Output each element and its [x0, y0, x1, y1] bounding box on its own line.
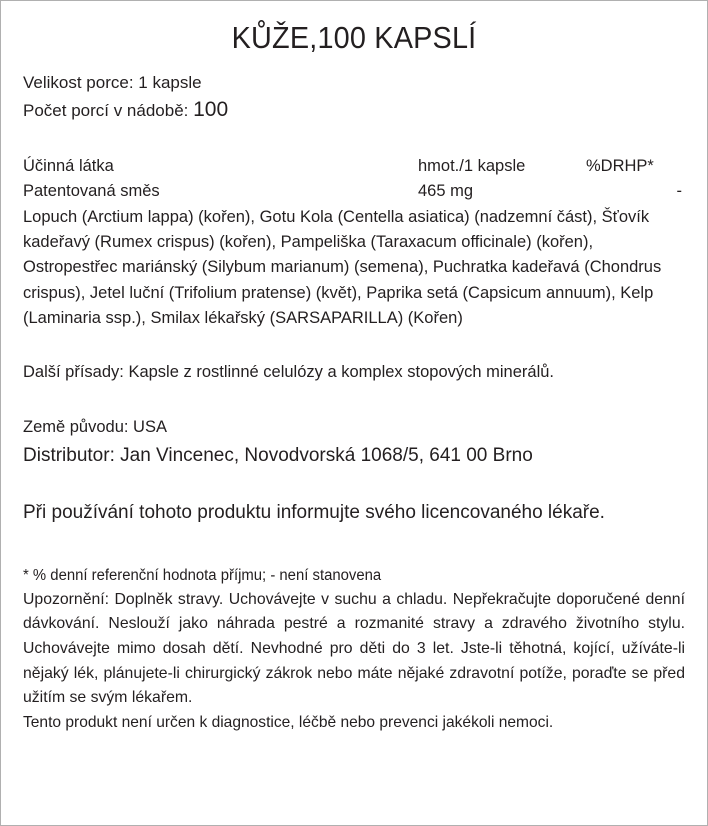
warning-paragraph — [23, 588, 685, 736]
row-ingredient-name: Patentovaná směs — [23, 182, 160, 201]
column-header-ingredient: Účinná látka — [23, 157, 114, 176]
serving-size-line: Velikost porce: 1 kapsle — [23, 73, 202, 93]
row-ingredient-daily-value: - — [676, 182, 682, 201]
warning-main-text: Upozornění: Doplněk stravy. Uchovávejte v suchu a chladu. Nepřekračujte doporučené denní dávkování. Neslouží jako náhrada pestré a rozmanité stravy a zdravého životního stylu. Uchovávejte mimo dosah dětí. Nevhodné pro děti do 3 let. Jste-li těhotná, kojící, užíváte-li nějaký lék, plánujete-li chirurgický zákrok nebo máte nějaké zdravotní potíže, poraďte se před užitím se svým lékařem. — [23, 590, 685, 707]
proprietary-blend-ingredients: Lopuch (Arctium lappa) (kořen), Gotu Kola (Centella asiatica) (nadzemní část), Šťovík kadeřavý (Rumex crispus) (kořen), Pampeliška (Taraxacum officinale) (kořen), Ostropestřec mariánský (Silybum marianum) (semena), Puchratka kadeřavá (Chondrus crispus), Jetel luční (Trifolium pratense) (květ), Paprika setá (Capsicum annuum), Kelp (Laminaria ssp.), Smilax lékařský (SARSAPARILLA) (Kořen) — [23, 208, 662, 327]
column-header-amount: hmot./1 kapsle — [418, 157, 526, 176]
servings-per-container-label: Počet porcí v nádobě: — [23, 100, 189, 120]
daily-value-footnote: * % denní referenční hodnota příjmu; - není stanovena — [23, 566, 382, 584]
row-ingredient-amount: 465 mg — [418, 182, 474, 201]
country-of-origin-text: Země původu: USA — [23, 417, 167, 436]
footnotes-section — [23, 564, 685, 736]
page-title: KŮŽE,100 KAPSLÍ — [231, 20, 477, 55]
other-ingredients-text: Další přísady: Kapsle z rostlinné celulózy a komplex stopových minerálů. — [23, 362, 554, 381]
supplement-facts-table — [23, 154, 685, 331]
servings-per-container-value: 100 — [193, 97, 229, 121]
servings-per-container-line — [23, 97, 685, 125]
column-header-daily-value: %DRHP* — [586, 157, 654, 176]
distributor-text: Distributor: Jan Vincenec, Novodvorská 1068/5, 641 00 Brno — [23, 444, 533, 466]
table-row — [23, 179, 685, 204]
table-header-row — [23, 154, 685, 179]
warning-disclaimer-text: Tento produkt není určen k diagnostice, léčbě nebo prevenci jakékoli nemoci. — [23, 713, 554, 731]
physician-notice-text: Při používání tohoto produktu informujte svého licencovaného lékaře. — [23, 502, 605, 524]
